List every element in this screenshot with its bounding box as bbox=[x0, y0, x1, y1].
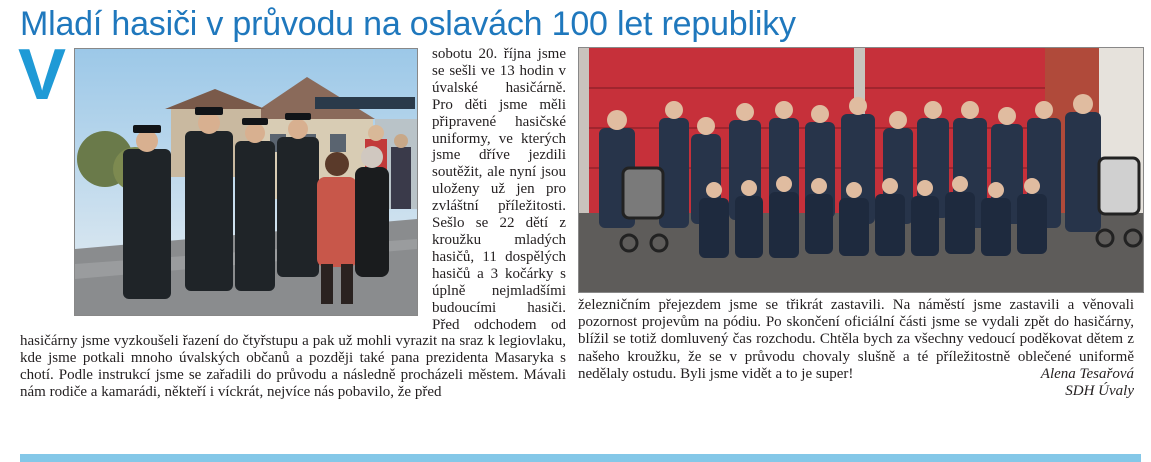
next-article-cutoff bbox=[20, 454, 1141, 462]
group-photo bbox=[578, 47, 1144, 293]
author-name: Alena Tesařová bbox=[1040, 365, 1134, 382]
article-left-column bbox=[18, 35, 566, 401]
left-column-text: sobotu 20. října jsme se sešli ve 13 hodin v úvalské hasičárně. Pro děti jsme měli připravené hasičské uniformy, ve kterých jsme dříve jezdili soutěžit, ale nyní jsou uloženy už jen pro zvláštní příležitosti. Sešlo se 22 dětí z kroužku mladých hasičů, 11 dospělých hasičů a 3 kočárky s úplně nejmladšími budoucími hasiči. Před odchodem od hasičárny jsme vyzkoušeli řazení do čtyřstupu a pak už mohli vyrazit na sraz k legiovlaku, kde jsme potkali mnoho úvalských občanů a později také pana prezidenta Masaryka s chotí. Podle instrukcí jsme se zařadili do průvodu a následně procházeli městem. Mávali nám rodiče a kamarádi, někteří i víckrát, nejvíce nás pobavilo, že před bbox=[20, 46, 566, 401]
drop-cap: V bbox=[18, 35, 67, 115]
article-right-column bbox=[578, 297, 1134, 400]
parade-photo bbox=[74, 48, 418, 316]
article-title: Mladí hasiči v průvodu na oslavách 100 let republiky bbox=[20, 5, 796, 43]
right-column-text: železničním přejezdem jsme se třikrát zastavili. Na náměstí jsme zastavili a věnovali pozornost projevům na pódiu. Po skončení oficiální části jsme se vydali zpět do hasičárny, blížil se totiž domluvený čas rozchodu. Chtěla bych za všechny vedoucí poděkovat dětem z našeho kroužku, že se v průvodu chovaly slušně a té příležitostně oblečené uniformě nedělaly ostudu. Byli jsme vidět a to je super! bbox=[578, 297, 1134, 382]
author-organization: SDH Úvaly bbox=[1065, 383, 1134, 400]
